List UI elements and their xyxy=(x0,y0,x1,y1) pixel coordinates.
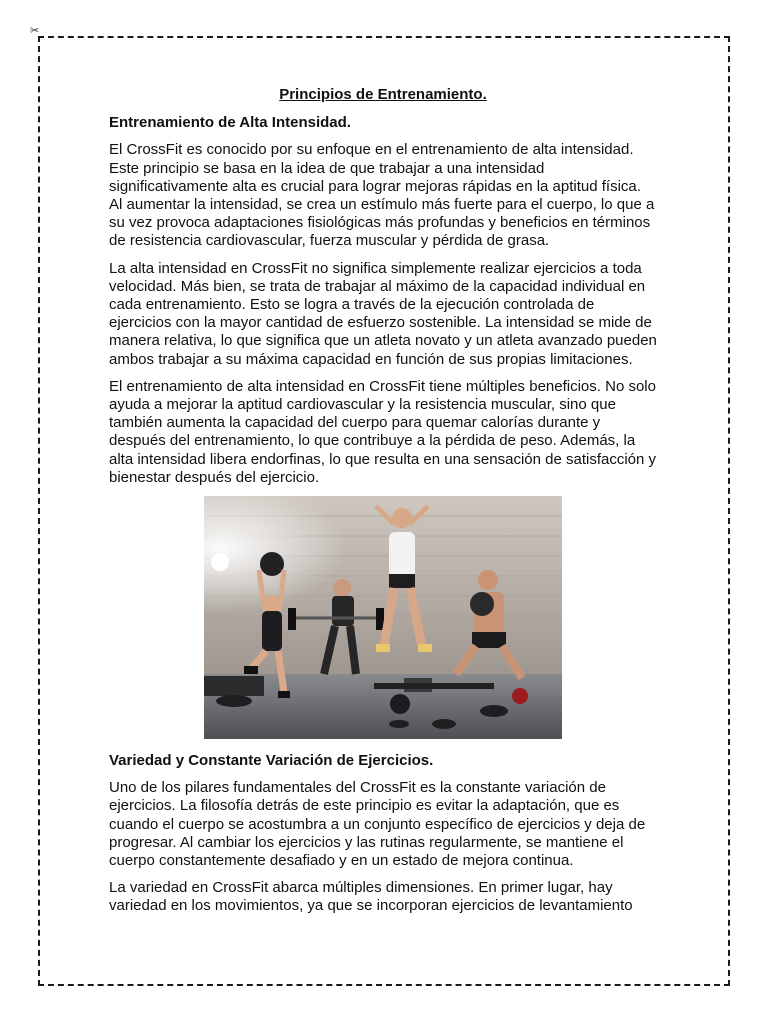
page-title: Principios de Entrenamiento. xyxy=(279,86,487,103)
paragraph: El CrossFit es conocido por su enfoque en el entrenamiento de alta intensidad. Este principio se basa en la idea de que trabajar a una intensidad significativamente alta es crucial para lograr mejoras rápidas en la aptitud física. Al aumentar la intensidad, se crea un estímulo más fuerte para el cuerpo, lo que a su vez provoca adaptaciones fisiológicas más profundas y beneficios en términos de resistencia cardiovascular, fuerza muscular y pérdida de grasa. xyxy=(109,141,655,250)
document-body xyxy=(109,86,657,925)
paragraph: El entrenamiento de alta intensidad en CrossFit tiene múltiples beneficios. No solo ayuda a mejorar la aptitud cardiovascular y la resistencia muscular, sino que también aumenta la capacidad del cuerpo para quemar calorías durante y después del entrenamiento, lo que contribuye a la pérdida de peso. Además, la alta intensidad libera endorfinas, lo que resulta en una sensación de satisfacción y bienestar después del ejercicio. xyxy=(109,377,657,486)
section-heading-high-intensity: Entrenamiento de Alta Intensidad. xyxy=(109,114,351,132)
paragraph: Uno de los pilares fundamentales del CrossFit es la constante variación de ejercicios. La filosofía detrás de este principio es evitar la adaptación, que es cuando el cuerpo se acostumbra a un conjunto específico de ejercicios y deja de progresar. Al cambiar los ejercicios y las rutinas regularmente, se mantiene el cuerpo constantemente desafiado y en un estado de mejora continua. xyxy=(109,779,646,870)
scissors-icon: ✂ xyxy=(30,25,40,37)
paragraph: La variedad en CrossFit abarca múltiples dimensiones. En primer lugar, hay variedad en los movimientos, ya que se incorporan ejercicios de levantamiento xyxy=(109,879,633,915)
training-photo-illustration xyxy=(204,496,562,739)
crossfit-training-photo xyxy=(204,496,562,739)
paragraph: La alta intensidad en CrossFit no significa simplemente realizar ejercicios a toda velocidad. Más bien, se trata de trabajar al máximo de la capacidad individual en cada entrenamiento. Esto se logra a través de la ejecución controlada de ejercicios con la mayor cantidad de esfuerzo sostenible. La intensidad se mide de manera relativa, lo que significa que un atleta novato y un atleta avanzado pueden ambos trabajar a su máxima capacidad en función de sus propias limitaciones. xyxy=(109,259,657,368)
section-heading-variety: Variedad y Constante Variación de Ejercicios. xyxy=(109,752,434,770)
